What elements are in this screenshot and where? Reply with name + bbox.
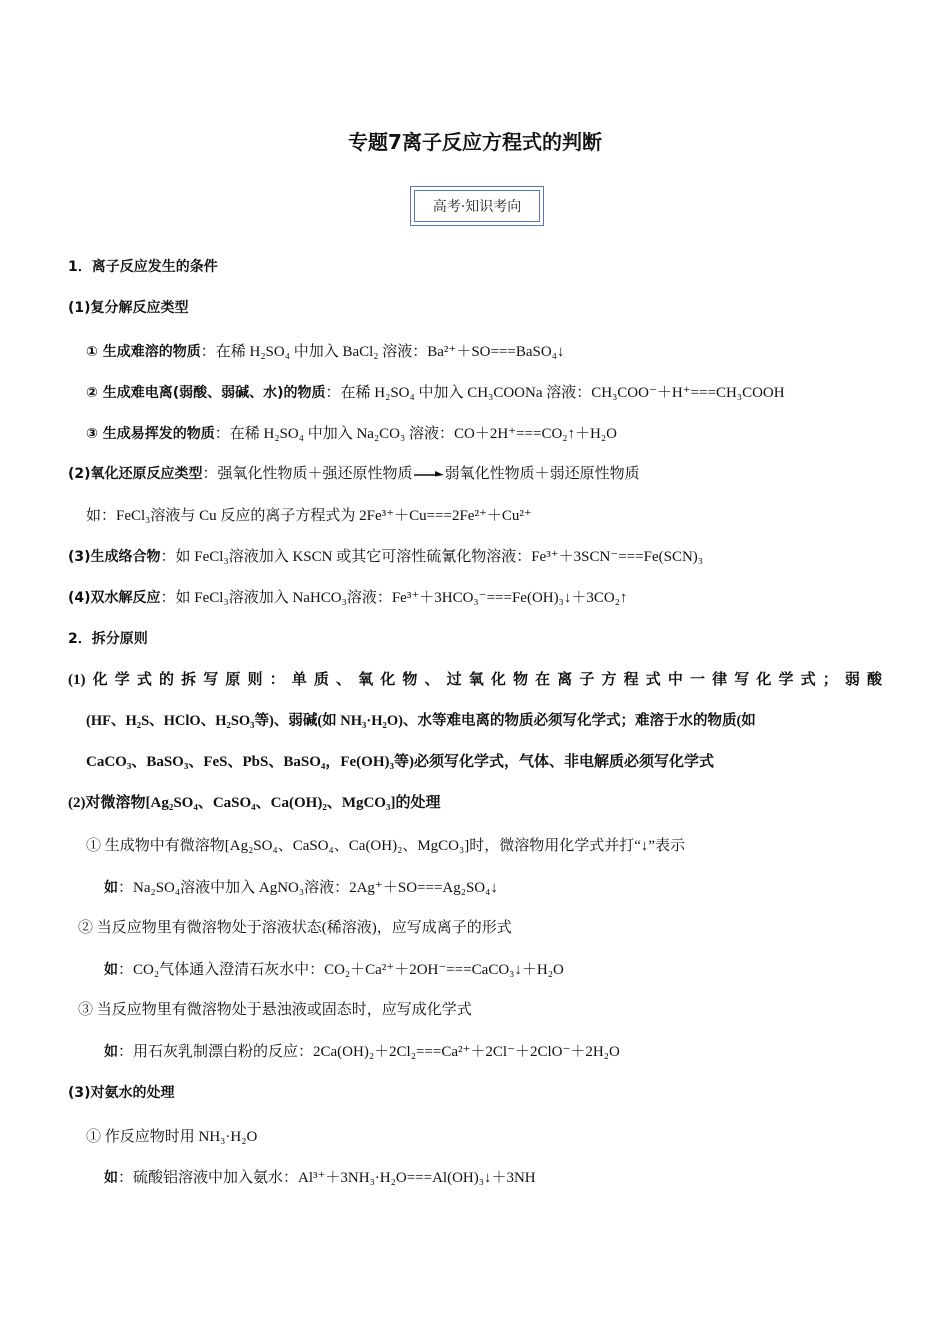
split-rule-char: 氧 <box>468 672 484 688</box>
ammonia-example-1 <box>104 1168 536 1188</box>
split-rule-char: 物 <box>512 672 528 688</box>
redox-example: 如：FeCl₃溶液与 Cu 反应的离子方程式为 2Fe³⁺＋Cu===2Fe²⁺＋Cu²⁺ <box>86 508 532 524</box>
ammonia-rule-1: ① 作反应物时用 NH₃·H₂O <box>86 1129 258 1145</box>
condition-text-2: ：在稀 H₂SO₄ 中加入 CH₃COONa 溶液：CH₃COO⁻＋H⁺===CH₃COOH <box>325 385 785 401</box>
subheading-1-1: (1)复分解反应类型 <box>68 300 189 316</box>
reaction-arrow-icon <box>413 469 445 481</box>
split-rule-char: 氧 <box>358 672 374 688</box>
heading-1: 1．离子反应发生的条件 <box>68 259 218 275</box>
split-rule-char: 化 <box>380 672 396 688</box>
split-rule-char: 的 <box>158 672 174 688</box>
split-rule-char: 学 <box>114 672 130 688</box>
split-rule-char: 物 <box>402 672 418 688</box>
split-rule-char: (1) <box>68 672 86 688</box>
condition-text-3: ：在稀 H₂SO₄ 中加入 Na₂CO₃ 溶液：CO＋2H⁺===CO₂↑＋H₂O <box>214 426 617 442</box>
microsoluble-example-3 <box>104 1042 620 1062</box>
heading-2: 2．拆分原则 <box>68 631 148 647</box>
condition-line-3 <box>86 424 617 444</box>
condition-label-2: ② 生成难电离(弱酸、弱碱、水)的物质 <box>86 385 326 401</box>
hydrolysis-label: (4)双水解反应 <box>68 590 161 606</box>
subheading-2-3: (3)对氨水的处理 <box>68 1085 175 1101</box>
split-rule-char: 化 <box>92 672 108 688</box>
split-rule-char: 律 <box>712 672 728 688</box>
split-rule-char: 弱 <box>844 672 860 688</box>
split-rule-char: 在 <box>535 672 551 688</box>
split-rule-char: 原 <box>225 672 241 688</box>
redox-label: (2)氧化还原反应类型 <box>68 466 203 482</box>
split-rule-char: 单 <box>291 672 307 688</box>
split-rule-char: 写 <box>734 672 750 688</box>
split-rule-char: ： <box>269 672 285 688</box>
split-rule-char: 方 <box>601 672 617 688</box>
split-rule-char: 过 <box>446 672 462 688</box>
example-label: 如 <box>104 1044 118 1060</box>
split-rule-char: 子 <box>579 672 595 688</box>
split-rule-char: 、 <box>424 672 440 688</box>
split-rule-char: 离 <box>557 672 573 688</box>
split-rule-char: 中 <box>667 672 683 688</box>
split-rule-char: 化 <box>490 672 506 688</box>
split-rule-char: 写 <box>203 672 219 688</box>
split-rule-line-2: (HF、H₂S、HClO、H₂SO₃等)、弱碱(如 NH₃·H₂O)、水等难电离的物质必须写化学式；难溶于水的物质(如 <box>86 713 756 729</box>
condition-line-1 <box>86 342 564 362</box>
redox-text-b: 弱氧化性物质＋弱还原性物质 <box>444 466 640 482</box>
split-rule-char: 拆 <box>181 672 197 688</box>
condition-label-3: ③ 生成易挥发的物质 <box>86 426 215 442</box>
split-rule-char: 化 <box>756 672 772 688</box>
complex-line <box>68 547 703 567</box>
split-rule-char: ； <box>822 672 838 688</box>
microsoluble-example-2 <box>104 960 564 980</box>
condition-text-1: ：在稀 H₂SO₄ 中加入 BaCl₂ 溶液：Ba²⁺＋SO===BaSO₄↓ <box>200 344 565 360</box>
subheading-2-2: (2)对微溶物[Ag₂SO₄、CaSO₄、Ca(OH)₂、MgCO₃]的处理 <box>68 795 441 811</box>
example-label: 如 <box>104 1170 118 1186</box>
section-badge <box>410 186 544 226</box>
split-rule-char: 式 <box>800 672 816 688</box>
page-title: 专题7离子反应方程式的判断 <box>348 130 602 154</box>
split-rule-char: 酸 <box>866 672 882 688</box>
example-label: 如 <box>104 962 118 978</box>
split-rule-char: 式 <box>136 672 152 688</box>
split-rule-char: 、 <box>335 672 351 688</box>
complex-text: ：如 FeCl₃溶液加入 KSCN 或其它可溶性硫氰化物溶液：Fe³⁺＋3SCN⁻===Fe(SCN)₃ <box>160 549 704 565</box>
microsoluble-example-1 <box>104 878 498 898</box>
section-badge-label: 高考·知识考向 <box>414 190 540 222</box>
condition-line-2 <box>86 383 785 403</box>
microsoluble-rule-3: ③ 当反应物里有微溶物处于悬浊液或固态时，应写成化学式 <box>78 1002 472 1018</box>
split-rule-char: 程 <box>623 672 639 688</box>
microsoluble-rule-1: ① 生成物中有微溶物[Ag₂SO₄、CaSO₄、Ca(OH)₂、MgCO₃]时，微溶物用化学式并打“↓”表示 <box>86 838 686 854</box>
split-rule-line-3: CaCO₃、BaSO₃、FeS、PbS、BaSO₄，Fe(OH)₃等)必须写化学式，气体、非电解质必须写化学式 <box>86 754 715 770</box>
example-text: ：用石灰乳制漂白粉的反应：2Ca(OH)₂＋2Cl₂===Ca²⁺＋2Cl⁻＋2ClO⁻＋2H₂O <box>118 1044 620 1060</box>
microsoluble-rule-2: ② 当反应物里有微溶物处于溶液状态(稀溶液)，应写成离子的形式 <box>78 920 512 936</box>
split-rule-char: 一 <box>689 672 705 688</box>
split-rule-char: 则 <box>247 672 263 688</box>
example-text: ：Na₂SO₄溶液中加入 AgNO₃溶液：2Ag⁺＋SO===Ag₂SO₄↓ <box>118 880 498 896</box>
example-label: 如 <box>104 880 118 896</box>
redox-line <box>68 464 640 484</box>
example-text: ：CO₂气体通入澄清石灰水中：CO₂＋Ca²⁺＋2OH⁻===CaCO₃↓＋H₂O <box>118 962 564 978</box>
hydrolysis-text: ：如 FeCl₃溶液加入 NaHCO₃溶液：Fe³⁺＋3HCO₃⁻===Fe(OH)₃↓＋3CO₂↑ <box>160 590 628 606</box>
split-rule-char: 学 <box>778 672 794 688</box>
condition-label-1: ① 生成难溶的物质 <box>86 344 201 360</box>
redox-text-a: ：强氧化性物质＋强还原性物质 <box>202 466 413 482</box>
hydrolysis-line <box>68 588 627 608</box>
example-text: ：硫酸铝溶液中加入氨水：Al³⁺＋3NH₃·H₂O===Al(OH)₃↓＋3NH <box>118 1170 536 1186</box>
split-rule-char: 式 <box>645 672 661 688</box>
complex-label: (3)生成络合物 <box>68 549 161 565</box>
split-rule-line-1 <box>68 670 882 690</box>
split-rule-char: 质 <box>313 672 329 688</box>
